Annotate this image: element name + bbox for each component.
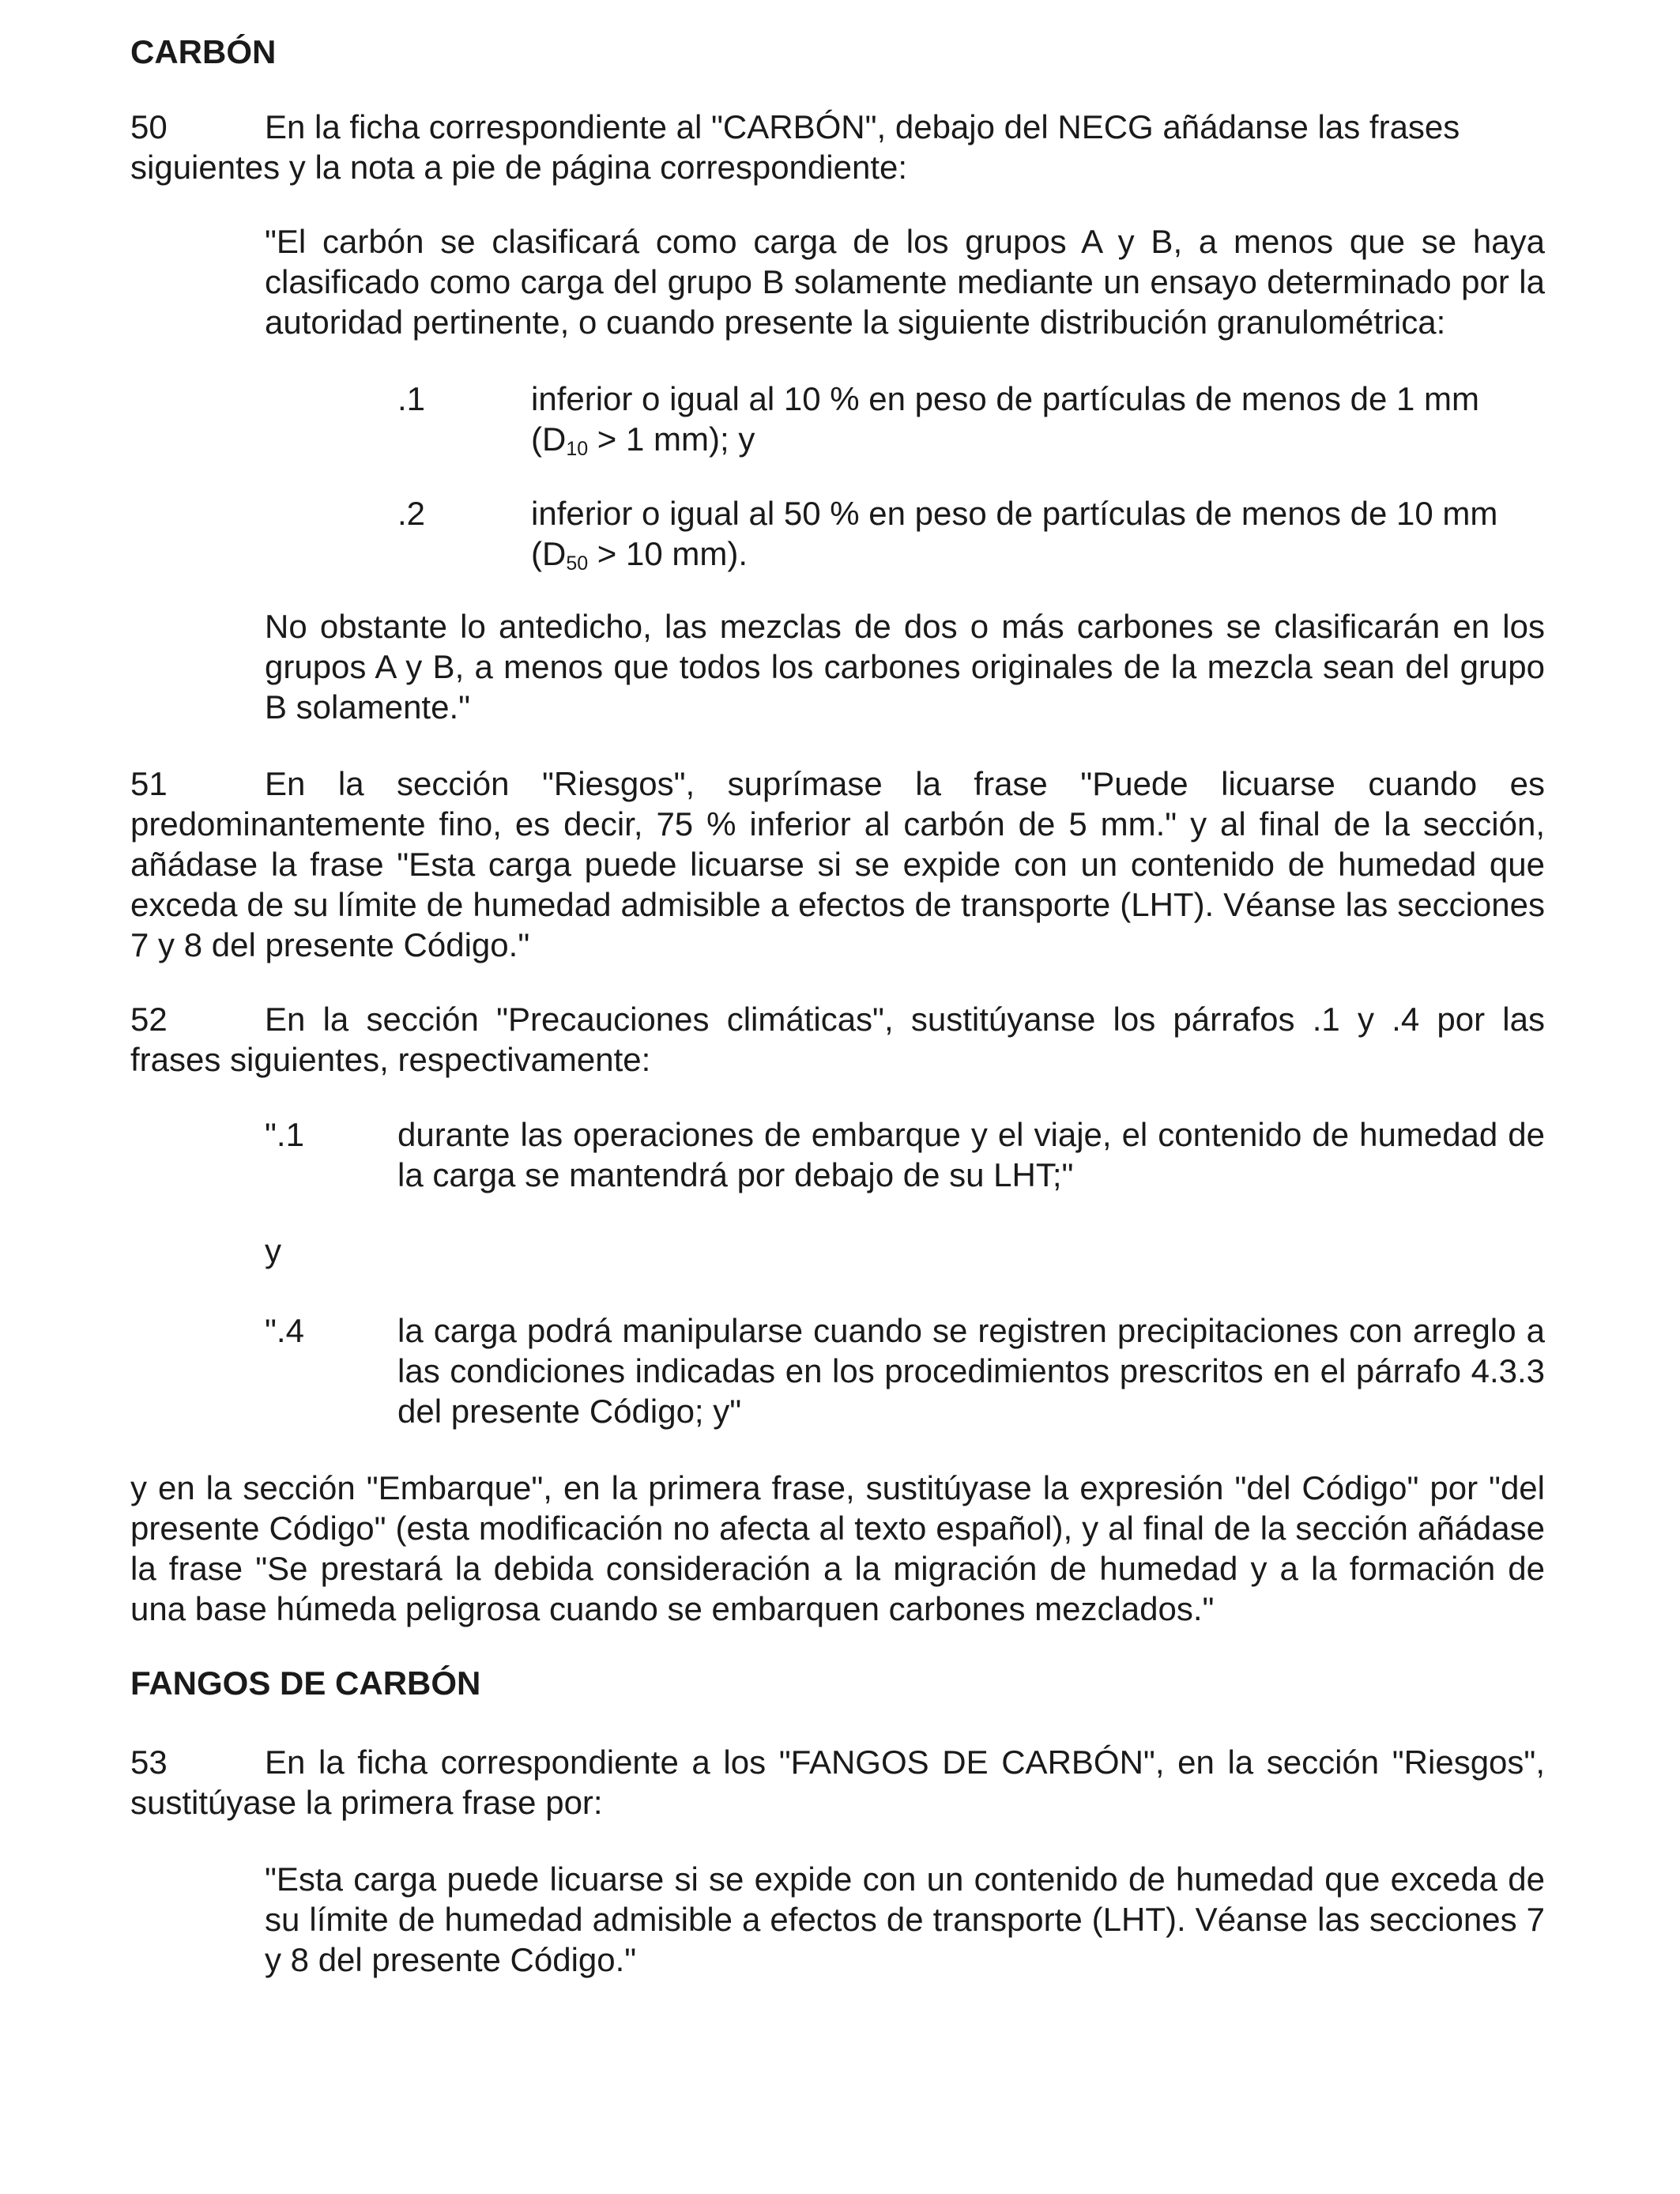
- item-1-text: [531, 379, 1545, 465]
- item-52-4-text: la carga podrá manipularse cuando se registren precipitaciones con arreglo a las condiciones indicadas en los procedimientos prescritos en el párrafo 4.3.3 del presente Código; y": [397, 1312, 1545, 1430]
- paragraph-51-lead: En la sección "Riesgos", suprímase la frase "Puede licuarse cuando es: [265, 765, 1545, 802]
- paragraph-52-rest: frases siguientes, respectivamente:: [130, 1041, 651, 1078]
- item-2-pre: (D: [531, 535, 567, 572]
- paragraph-number-52: 52: [130, 1001, 168, 1038]
- paragraph-number-51: 51: [130, 765, 168, 802]
- paragraph-number-50: 50: [130, 108, 168, 145]
- paragraph-52-tail: y en la sección "Embarque", en la primera frase, sustitúyase la expresión "del Código" por "del presente Código" (esta modificación no afecta al texto español), y al final de la sección añádase la frase "Se prestará la debida consideración a la migración de humedad y a la formación de una base húmeda peligrosa cuando se embarquen carbones mezclados.": [130, 1469, 1545, 1627]
- item-2-subscript: 50: [566, 552, 589, 575]
- item-1-post: > 1 mm); y: [588, 420, 755, 458]
- paragraph-50-rest: siguientes y la nota a pie de página correspondiente:: [130, 149, 908, 186]
- paragraph-53-rest: sustitúyase la primera frase por:: [130, 1784, 603, 1821]
- item-2-line1: inferior o igual al 50 % en peso de partículas de menos de 10 mm: [531, 495, 1498, 532]
- item-52-1-text: durante las operaciones de embarque y el viaje, el contenido de humedad de la carga se mantendrá por debajo de su LHT;": [397, 1116, 1545, 1193]
- paragraph-50-lead: En la ficha correspondiente al "CARBÓN", debajo del NECG añádanse las frases: [265, 108, 1460, 145]
- item-52-number-4: ".4: [265, 1312, 304, 1349]
- item-number-2: .2: [397, 495, 426, 532]
- quote-classification: "El carbón se clasificará como carga de los grupos A y B, a menos que se haya clasificado como carga del grupo B solamente mediante un ensayo determinado por la autoridad pertinente, o cuando presente la siguiente distribución granulométrica:: [265, 223, 1545, 341]
- item-2-post: > 10 mm).: [588, 535, 748, 572]
- paragraph-number-53: 53: [130, 1744, 168, 1781]
- item-1-subscript: 10: [566, 438, 589, 460]
- item-number-1: .1: [397, 380, 426, 417]
- section-heading-fangos: FANGOS DE CARBÓN: [130, 1664, 481, 1702]
- item-1-line1: inferior o igual al 10 % en peso de partículas de menos de 1 mm: [531, 380, 1480, 417]
- paragraph-51-rest: predominantemente fino, es decir, 75 % inferior al carbón de 5 mm." y al final de la sección, añádase la frase "Esta carga puede licuarse si se expide con un contenido de humedad que exceda de su límite de humedad admisible a efectos de transporte (LHT). Véanse las secciones 7 y 8 del presente Código.": [130, 805, 1545, 963]
- item-52-number-1: ".1: [265, 1116, 304, 1153]
- paragraph-52-lead: En la sección "Precauciones climáticas", sustitúyanse los párrafos .1 y .4 por las: [265, 1001, 1545, 1038]
- conjunction-y: y: [265, 1232, 281, 1269]
- paragraph-notwithstanding: No obstante lo antedicho, las mezclas de dos o más carbones se clasificarán en los grupos A y B, a menos que todos los carbones originales de la mezcla sean del grupo B solamente.": [265, 608, 1545, 726]
- quote-fangos: "Esta carga puede licuarse si se expide con un contenido de humedad que exceda de su límite de humedad admisible a efectos de transporte (LHT). Véanse las secciones 7 y 8 del presente Código.": [265, 1860, 1545, 1978]
- paragraph-53-lead: En la ficha correspondiente a los "FANGOS DE CARBÓN", en la sección "Riesgos",: [265, 1744, 1545, 1781]
- item-2-text: [531, 493, 1545, 579]
- item-1-pre: (D: [531, 420, 567, 458]
- section-heading-carbon: CARBÓN: [130, 33, 277, 70]
